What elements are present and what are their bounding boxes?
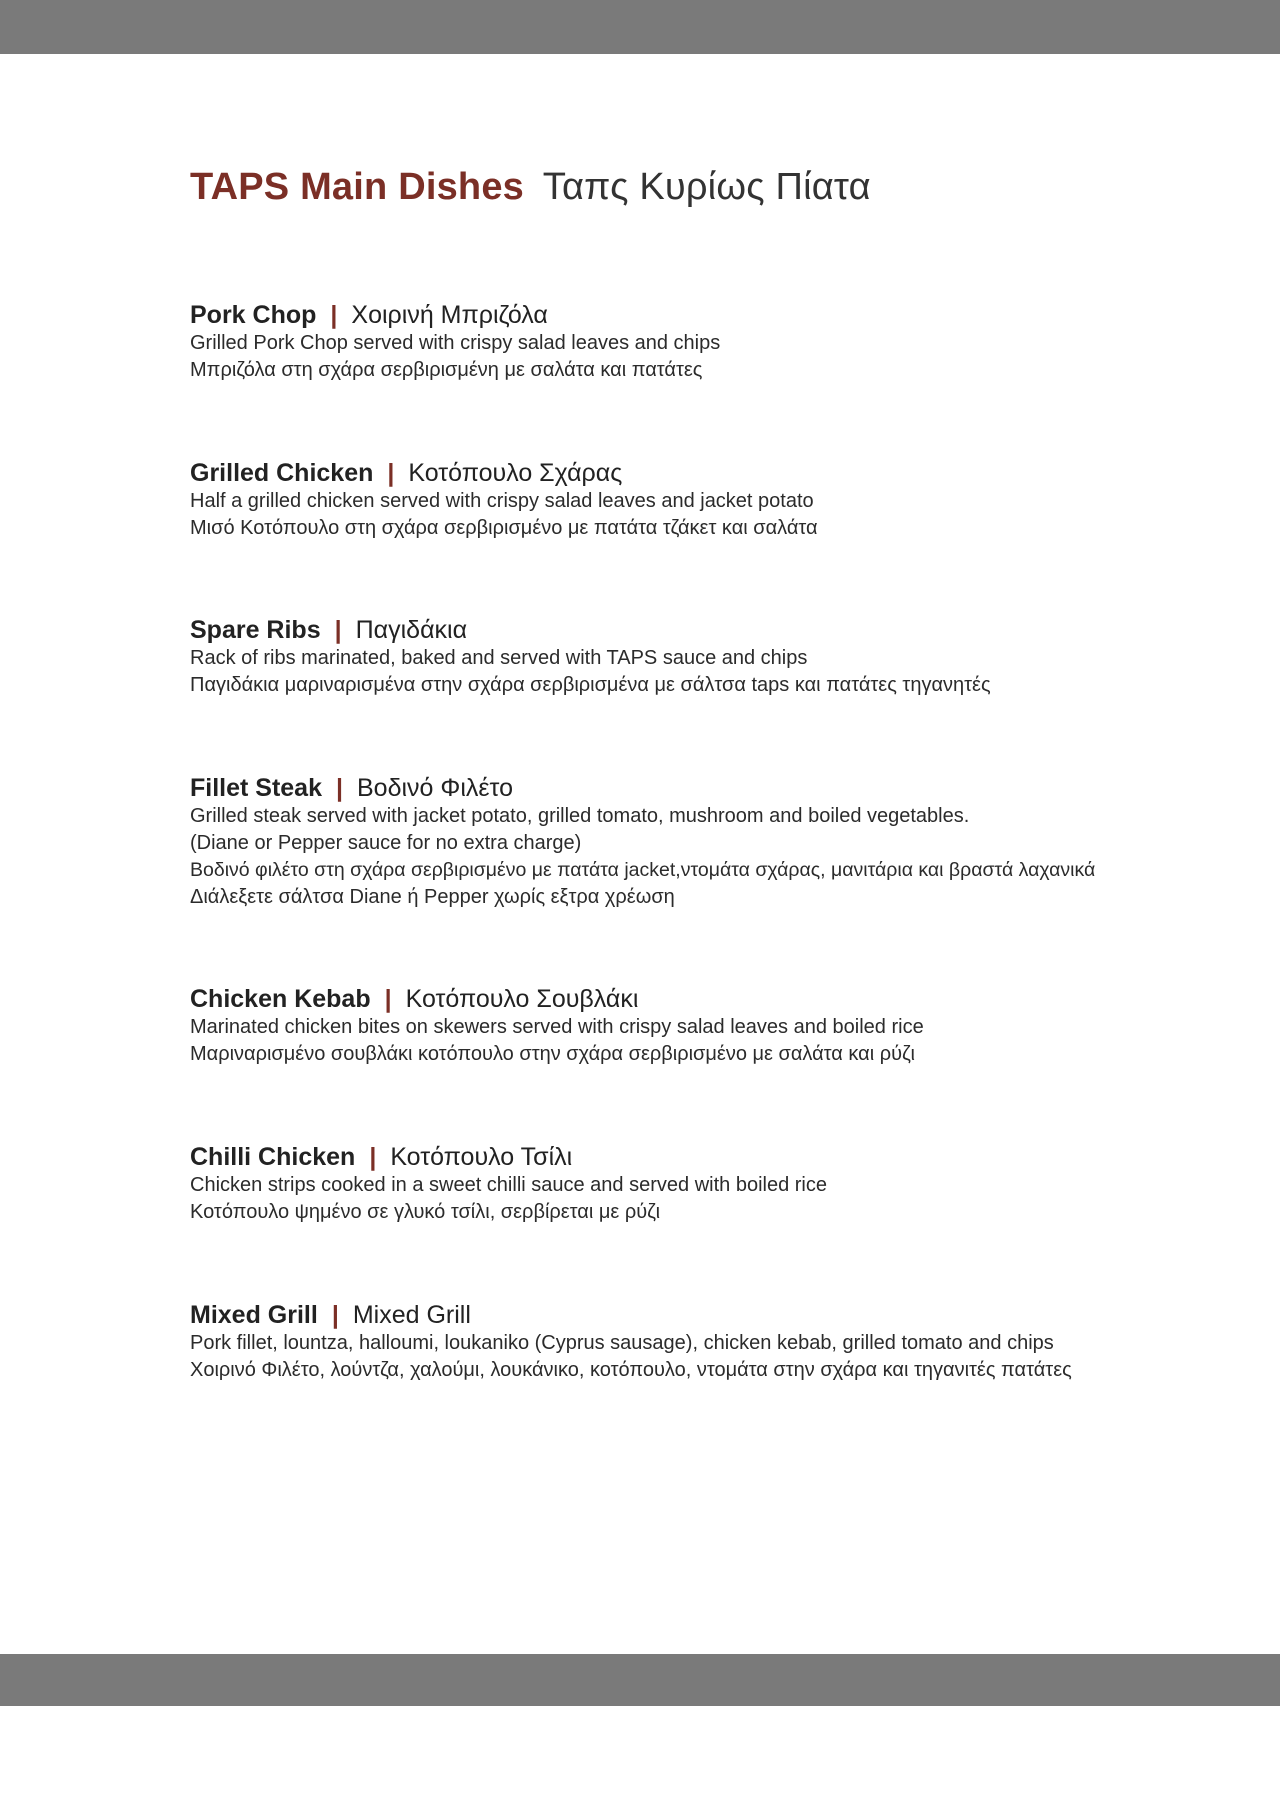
dish-name-greek: Παγιδάκια xyxy=(355,616,468,644)
dish-grilled-chicken xyxy=(190,458,1190,542)
dish-heading xyxy=(190,773,1190,803)
dish-name-english: Spare Ribs xyxy=(190,616,321,644)
dish-description-en: Chicken strips cooked in a sweet chilli sauce and served with boiled rice xyxy=(190,1174,827,1196)
page-title xyxy=(190,166,871,209)
dish-separator: | xyxy=(336,774,343,802)
dish-description-gr: Χοιρινό Φιλέτο, λούντζα, χαλούμι, λουκάνικο, κοτόπουλο, ντομάτα στην σχάρα και τηγανιτές πατάτες xyxy=(190,1359,1072,1381)
dish-mixed-grill xyxy=(190,1300,1190,1384)
dish-description-en: Pork fillet, lountza, halloumi, loukaniko (Cyprus sausage), chicken kebab, grilled tomato and chips xyxy=(190,1332,1054,1354)
dish-heading xyxy=(190,1300,1190,1330)
dish-separator: | xyxy=(384,985,392,1013)
dish-heading xyxy=(190,984,1190,1014)
dish-description-en: Rack of ribs marinated, baked and served with TAPS sauce and chips xyxy=(190,647,808,669)
page-title-english: TAPS Main Dishes xyxy=(190,166,525,208)
dish-heading xyxy=(190,1142,1190,1172)
dish-description-gr: Μισό Κοτόπουλο στη σχάρα σερβιρισμένο με πατάτα τζάκετ και σαλάτα xyxy=(190,517,818,539)
dish-description-gr: Μαριναρισμένο σουβλάκι κοτόπουλο στην σχάρα σερβιρισμένο με σαλάτα και ρύζι xyxy=(190,1043,915,1065)
dish-description-en: Marinated chicken bites on skewers served with crispy salad leaves and boiled rice xyxy=(190,1016,924,1038)
dish-heading xyxy=(190,458,1190,488)
dish-name-english: Chicken Kebab xyxy=(190,985,371,1013)
dish-description-gr: Παγιδάκια μαριναρισμένα στην σχάρα σερβιρισμένα με σάλτσα taps και πατάτες τηγανητές xyxy=(190,674,991,696)
dish-separator: | xyxy=(334,616,342,644)
dish-name-greek: Κοτόπουλο Σουβλάκι xyxy=(405,985,639,1013)
dish-heading xyxy=(190,300,1190,330)
dish-separator: | xyxy=(387,459,395,487)
dish-name-greek: Χοιρινή Μπριζόλα xyxy=(351,301,548,329)
dish-chicken-kebab xyxy=(190,984,1190,1068)
dish-description-en: Grilled steak served with jacket potato, grilled tomato, mushroom and boiled vegetables. xyxy=(190,805,970,827)
dish-separator: | xyxy=(330,301,338,329)
dish-name-greek: Βοδινό Φιλέτο xyxy=(357,774,513,802)
dish-separator: | xyxy=(331,1301,339,1329)
dish-description-en-note: (Diane or Pepper sauce for no extra charge) xyxy=(190,832,582,854)
page-title-greek: Ταπς Κυρίως Πίατα xyxy=(542,166,871,208)
dish-description-gr: Μπριζόλα στη σχάρα σερβιρισμένη με σαλάτα και πατάτες xyxy=(190,359,703,381)
dish-name-english: Mixed Grill xyxy=(190,1301,318,1329)
bottom-frame-bar xyxy=(0,1654,1280,1706)
dish-heading xyxy=(190,615,1190,645)
dish-name-english: Grilled Chicken xyxy=(190,459,374,487)
dish-fillet-steak xyxy=(190,773,1190,911)
dish-name-greek: Κοτόπουλο Σχάρας xyxy=(408,459,623,487)
dish-spare-ribs xyxy=(190,615,1190,699)
dish-description-en: Grilled Pork Chop served with crispy salad leaves and chips xyxy=(190,332,721,354)
dish-description-gr: Κοτόπουλο ψημένο σε γλυκό τσίλι, σερβίρεται με ρύζι xyxy=(190,1201,661,1223)
dish-description-en: Half a grilled chicken served with crispy salad leaves and jacket potato xyxy=(190,490,814,512)
dish-name-english: Chilli Chicken xyxy=(190,1143,356,1171)
dish-description-gr: Βοδινό φιλέτο στη σχάρα σερβιρισμένο με πατάτα jacket,ντομάτα σχάρας, μανιτάρια και βραστά λαχανικά xyxy=(190,859,1096,881)
dish-name-greek: Κοτόπουλο Τσίλι xyxy=(390,1143,573,1171)
dish-separator: | xyxy=(369,1143,377,1171)
dish-name-english: Pork Chop xyxy=(190,301,317,329)
dish-chilli-chicken xyxy=(190,1142,1190,1226)
dish-name-english: Fillet Steak xyxy=(190,774,322,802)
dish-description-gr-note: Διάλεξετε σάλτσα Diane ή Pepper χωρίς εξτρα χρέωση xyxy=(190,886,675,908)
dish-name-greek: Mixed Grill xyxy=(352,1301,471,1329)
top-frame-bar xyxy=(0,0,1280,54)
dish-pork-chop xyxy=(190,300,1190,384)
